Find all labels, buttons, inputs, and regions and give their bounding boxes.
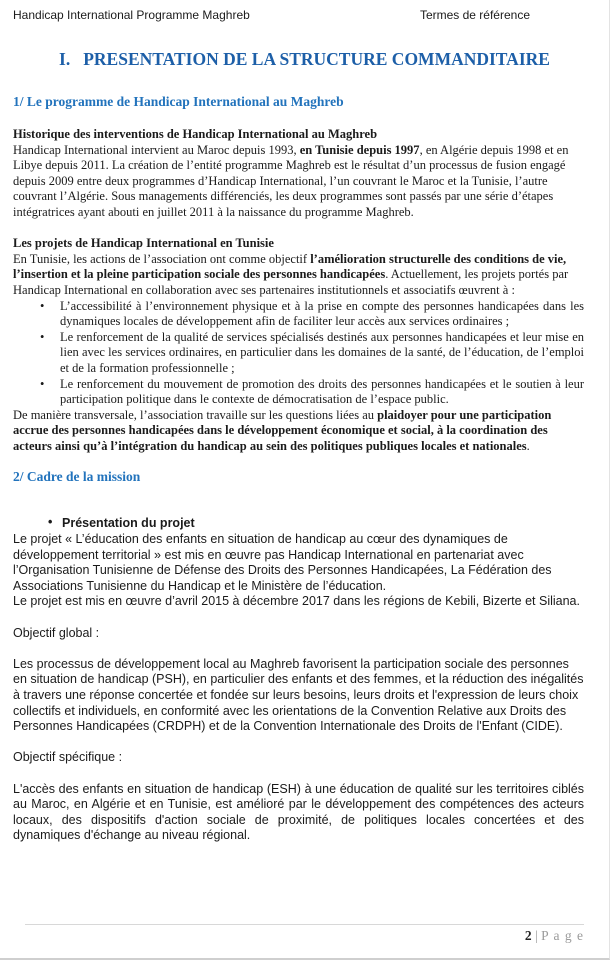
objectif-global-label: Objectif global : xyxy=(13,625,100,640)
objectif-specifique-label: Objectif spécifique : xyxy=(13,750,123,765)
projets-intro: En Tunisie, les actions de l’association ont comme objectif l’amélioration structurelle des conditions de vie, l’insertion et la pleine participation sociale des personnes handicapées. Actuellement, les projets portés par Handicap International en collaboration avec ses partenaires institutionnels et associatifs œuvrent à : xyxy=(13,251,569,297)
presentation-projet-heading: • Présentation du projet xyxy=(13,516,584,532)
bullet-item-accessibilite: • L’accessibilité à l’environnement physique et à la prise en compte des personnes handicapées dans les dynamiques locales de développement afin de faciliter leur accès aux services ordinaires ; xyxy=(13,299,584,330)
document-body xyxy=(0,94,609,844)
presentation-paragraph-1: Le projet « L’éducation des enfants en situation de handicap au cœur des dynamiques de développement territorial » est mis en œuvre pas Handicap International en partenariat avec l’Organisation Tunisienne de Défense des Droits des Personnes Handicapées, La Fédération des Associations Tunisienne du Handicap et le Ministère de l’éducation. xyxy=(13,532,552,593)
title-numeral: I. xyxy=(59,49,71,69)
historique-heading: Historique des interventions de Handicap International au Maghreb xyxy=(13,127,378,141)
projets-heading: Les projets de Handicap International en Tunisie xyxy=(13,236,274,251)
historique-paragraph: Handicap International intervient au Maroc depuis 1993, en Tunisie depuis 1997, en Algérie depuis 1998 et en Libye depuis 2011. La création de l’entité programme Maghreb est le résultat d’un processus de fusion engagé depuis 2009 entre deux programmes d’Handicap International, l’un couvrant le Maroc et la Tunisie, l’autre couvrant l’Algérie. Sous managements différenciés, les deux programmes sont passés par une série d’étapes intégratrices ayant abouti en juillet 2011 à la naissance du programme Maghreb. xyxy=(13,142,569,219)
title-text: PRESENTATION DE LA STRUCTURE COMMANDITAIRE xyxy=(83,49,550,69)
page-title xyxy=(0,49,609,70)
projets-conclusion: De manière transversale, l’association travaille sur les questions liées au plaidoyer pour une participation accrue des personnes handicapées dans le développement économique et social, à la coordination des acteurs ainsi qu’à l’intégration du handicap au sein des politiques publiques locales et nationales. xyxy=(13,407,552,453)
footer-separator: | xyxy=(531,928,542,943)
projets-bullet-list xyxy=(13,299,584,408)
objectif-global-paragraph: Les processus de développement local au Maghreb favorisent la participation sociale des personnes en situation de handicap (PSH), en particulier des enfants et des femmes, et la réduction des inégalités à travers une réponse concertée et fondée sur leurs besoins, leurs droits et l'expression de leurs choix collectifs et individuels, en conformité avec les orientations de la Convention Relative aux Droits des Personnes Handicapées (CRDPH) et de la Convention Internationale des Droits de l'Enfant (CIDE). xyxy=(13,656,584,734)
presentation-paragraph-2: Le projet est mis en œuvre d’avril 2015 à décembre 2017 dans les régions de Kebili, Bizerte et Siliana. xyxy=(13,594,580,609)
section-2-heading: 2/ Cadre de la mission xyxy=(13,469,141,485)
page-footer xyxy=(25,924,584,944)
page-header xyxy=(0,0,609,22)
header-left-text: Handicap International Programme Maghreb xyxy=(13,8,250,22)
bullet-item-renforcement-services: • Le renforcement de la qualité de services spécialisés destinés aux personnes handicapées et leur mise en lien avec les services ordinaires, en particulier dans les domaines de la santé, de l’éducation, de l’emploi et de la formation professionnelle ; xyxy=(13,330,584,377)
objectif-specifique-paragraph: L'accès des enfants en situation de handicap (ESH) à une éducation de qualité sur les territoires ciblés au Maroc, en Algérie et en Tunisie, est amélioré par le développement des compétences des acteurs locaux, des dispositifs d'action sociale de proximité, de politiques locales concertées et des dynamiques d'échange au niveau régional. xyxy=(13,781,584,843)
header-right-text: Termes de référence xyxy=(419,8,530,22)
section-1-heading: 1/ Le programme de Handicap International au Maghreb xyxy=(13,94,344,109)
bullet-item-renforcement-mouvement: • Le renforcement du mouvement de promotion des droits des personnes handicapées et le soutien à leur participation politique dans le contexte de démocratisation de l’espace public. xyxy=(13,377,584,408)
footer-page-label: P a g e xyxy=(541,928,584,943)
footer-page-number: 2 xyxy=(524,928,532,943)
